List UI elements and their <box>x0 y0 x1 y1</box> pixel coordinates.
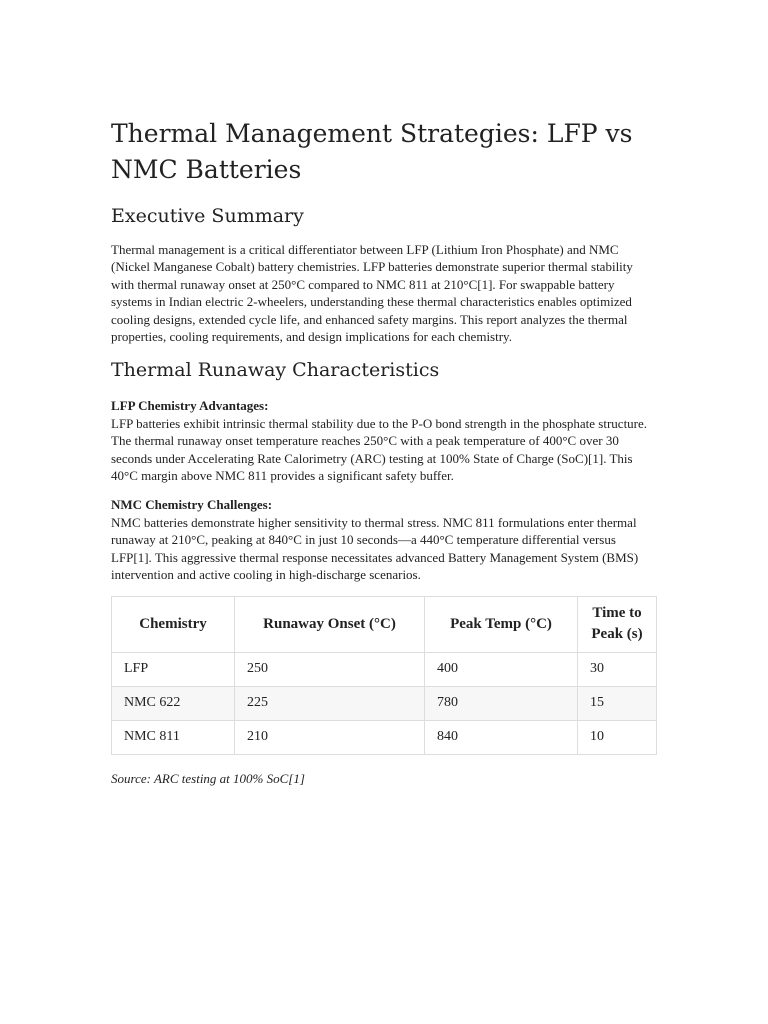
page-title: Thermal Management Strategies: LFP vs NMC Batteries <box>111 119 633 184</box>
table-row <box>112 720 657 754</box>
nmc-subheading: NMC Chemistry Challenges: <box>111 497 273 513</box>
table-cell: NMC 622 <box>112 686 235 720</box>
document-page <box>111 116 657 787</box>
table-source-note: Source: ARC testing at 100% SoC[1] <box>111 770 305 786</box>
table-cell: 250 <box>235 652 425 686</box>
table-row <box>112 686 657 720</box>
table-cell: 15 <box>578 686 657 720</box>
executive-summary-heading: Executive Summary <box>111 205 304 227</box>
table-row <box>112 652 657 686</box>
lfp-subheading: LFP Chemistry Advantages: <box>111 398 269 414</box>
table-cell: 840 <box>425 720 578 754</box>
nmc-body: NMC batteries demonstrate higher sensitivity to thermal stress. NMC 811 formulations enter thermal runaway at 210°C, peaking at 840°C in just 10 seconds—a 440°C temperature differential versus LFP[1]. This aggressive thermal response necessitates advanced Battery Management System (BMS) intervention and active cooling in high-discharge scenarios. <box>111 514 639 583</box>
table-cell: 10 <box>578 720 657 754</box>
table-header-cell: Chemistry <box>112 596 235 652</box>
table-cell: 780 <box>425 686 578 720</box>
lfp-body: LFP batteries exhibit intrinsic thermal stability due to the P-O bond strength in the phosphate structure. The thermal runaway onset temperature reaches 250°C with a peak temperature of 400°C over 30 seconds under Accelerating Rate Calorimetry (ARC) testing at 100% State of Charge (SoC)[1]. This 40°C margin above NMC 811 provides a significant safety buffer. <box>111 415 648 484</box>
table-cell: 400 <box>425 652 578 686</box>
thermal-runaway-heading: Thermal Runaway Characteristics <box>111 359 440 382</box>
table-header-cell: Time to Peak (s) <box>578 596 657 652</box>
table-cell: 225 <box>235 686 425 720</box>
table-header-row <box>112 596 657 652</box>
table-header-cell: Runaway Onset (°C) <box>235 596 425 652</box>
thermal-runaway-table <box>111 596 657 755</box>
table-header-cell: Peak Temp (°C) <box>425 596 578 652</box>
table-cell: NMC 811 <box>112 720 235 754</box>
executive-summary-body: Thermal management is a critical differentiator between LFP (Lithium Iron Phosphate) and NMC (Nickel Manganese Cobalt) battery chemistries. LFP batteries demonstrate superior thermal stability with thermal runaway onset at 250°C compared to NMC 811 at 210°C[1]. For swappable battery systems in Indian electric 2-wheelers, understanding these thermal characteristics enables optimized cooling designs, extended cycle life, and enhanced safety margins. This report analyzes the thermal properties, cooling requirements, and design implications for each chemistry. <box>111 242 633 345</box>
table-cell: LFP <box>112 652 235 686</box>
table-cell: 210 <box>235 720 425 754</box>
table-cell: 30 <box>578 652 657 686</box>
